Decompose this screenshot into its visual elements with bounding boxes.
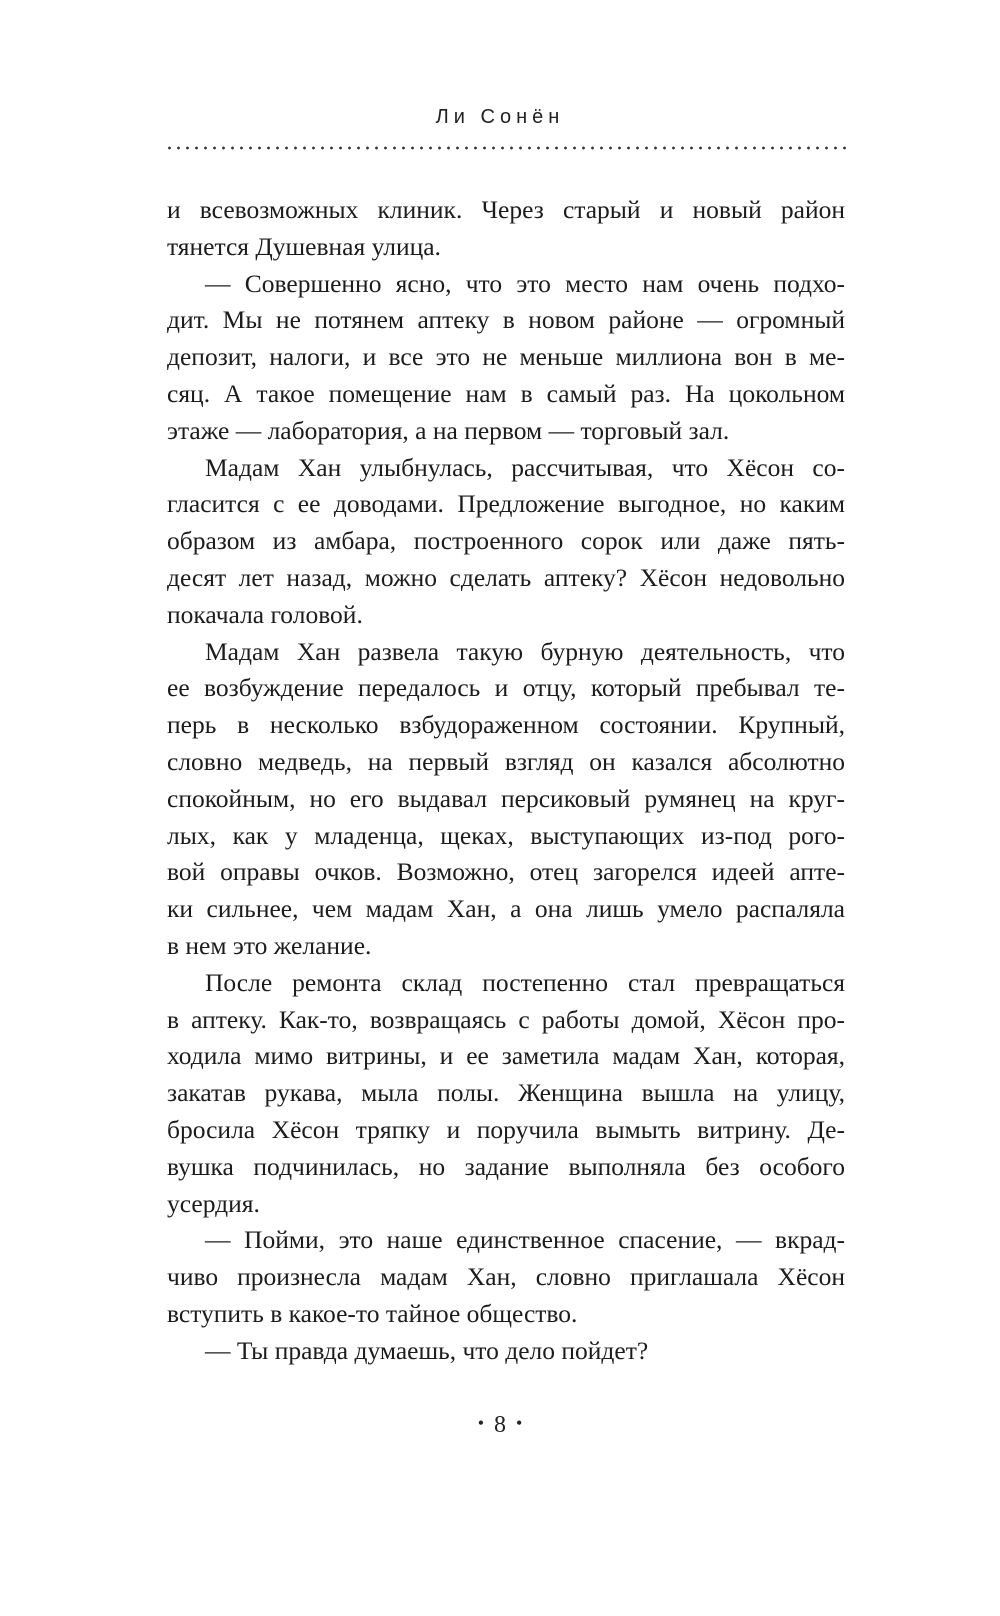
text-line: бросила Хёсон тряпку и поручила вымыть витрину. Де- bbox=[167, 1114, 845, 1144]
text-line: перь в несколько взбудораженном состоянии. Крупный, bbox=[167, 710, 845, 740]
text-line: чиво произнесла мадам Хан, словно приглашала Хёсон bbox=[167, 1262, 845, 1292]
text-line: гласится с ее доводами. Предложение выгодное, но каким bbox=[167, 489, 845, 519]
text-line: вступить в какое-то тайное общество. bbox=[167, 1298, 578, 1328]
text-line: — Пойми, это наше единственное спасение, — вкрад- bbox=[205, 1225, 845, 1255]
text-line: ходила мимо витрины, и ее заметила мадам Хан, которая, bbox=[167, 1041, 845, 1071]
text-line: — Совершенно ясно, что это место нам очень подхо- bbox=[205, 268, 845, 298]
running-header: Ли Сонён bbox=[435, 106, 565, 128]
text-line: вушка подчинилась, но задание выполняла без особого bbox=[167, 1151, 845, 1181]
page-folio bbox=[0, 1412, 1000, 1439]
folio-ornament-right: • bbox=[516, 1413, 523, 1433]
folio-ornament-left: • bbox=[477, 1413, 484, 1433]
text-line: дит. Мы не потянем аптеку в новом районе — огромный bbox=[167, 305, 845, 335]
text-line: вой оправы очков. Возможно, отец загорелся идеей апте- bbox=[167, 857, 845, 887]
body-text bbox=[167, 192, 845, 1370]
text-line: в аптеку. Как-то, возвращаясь с работы домой, Хёсон про- bbox=[167, 1004, 845, 1034]
header-dotted-rule bbox=[165, 146, 847, 150]
text-line: в нем это желание. bbox=[167, 930, 372, 960]
text-line: этаже — лаборатория, а на первом — торговый зал. bbox=[167, 415, 730, 445]
text-line: десят лет назад, можно сделать аптеку? Хёсон недовольно bbox=[167, 562, 845, 592]
text-line: — Ты правда думаешь, что дело пойдет? bbox=[205, 1335, 649, 1365]
text-line: тянется Душевная улица. bbox=[167, 231, 441, 261]
text-line: образом из амбара, построенного сорок или даже пять- bbox=[167, 526, 845, 556]
text-line: спокойным, но его выдавал персиковый румянец на круг- bbox=[167, 783, 845, 813]
text-line: и всевозможных клиник. Через старый и новый район bbox=[167, 195, 845, 224]
text-line: сяц. А такое помещение нам в самый раз. На цокольном bbox=[167, 378, 845, 408]
text-line: ки сильнее, чем мадам Хан, а она лишь умело распаляла bbox=[167, 894, 845, 924]
text-line: покачала головой. bbox=[167, 599, 363, 629]
text-line: закатав рукава, мыла полы. Женщина вышла на улицу, bbox=[167, 1078, 845, 1108]
page-number: 8 bbox=[494, 1412, 506, 1438]
text-line: усердия. bbox=[167, 1188, 260, 1218]
text-line: словно медведь, на первый взгляд он казался абсолютно bbox=[167, 746, 845, 776]
text-line: депозит, налоги, и все это не меньше миллиона вон в ме- bbox=[167, 342, 845, 372]
text-line: ее возбуждение передалось и отцу, который пребывал те- bbox=[167, 673, 845, 703]
text-line: Мадам Хан улыбнулась, рассчитывая, что Хёсон со- bbox=[205, 452, 845, 482]
text-line: лых, как у младенца, щеках, выступающих из-под рого- bbox=[167, 820, 845, 850]
text-line: После ремонта склад постепенно стал превращаться bbox=[205, 967, 845, 997]
text-line: Мадам Хан развела такую бурную деятельность, что bbox=[205, 636, 845, 666]
